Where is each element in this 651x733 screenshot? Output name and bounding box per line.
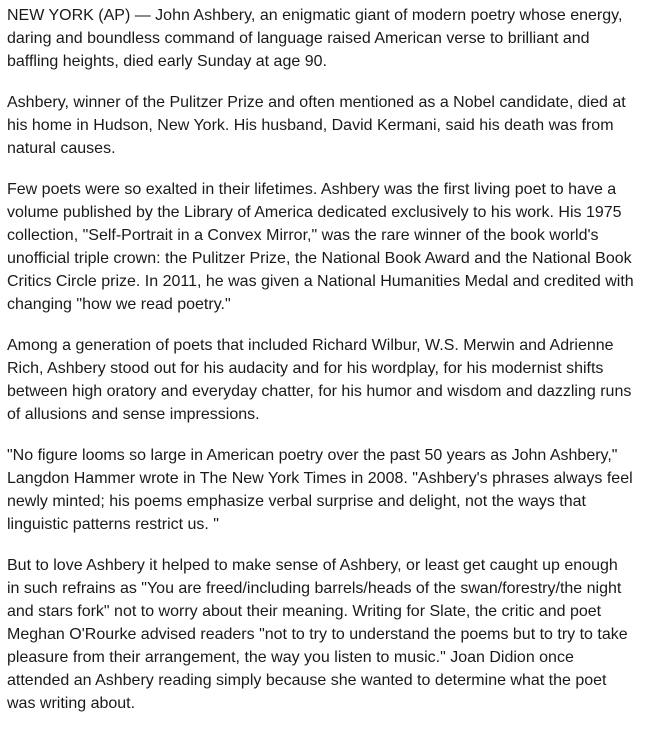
article-paragraph: Few poets were so exalted in their lifetimes. Ashbery was the first living poet to have a volume published by the Library of America dedicated exclusively to his work. His 1975 collection, "Self-Portrait in a Convex Mirror," was the rare winner of the book world's unofficial triple crown: the Pulitzer Prize, the National Book Award and the National Book Critics Circle prize. In 2011, he was given a National Humanities Medal and credited with changing "how we read poetry." bbox=[7, 181, 634, 313]
article-paragraph: Ashbery, winner of the Pulitzer Prize and often mentioned as a Nobel candidate, died at his home in Hudson, New York. His husband, David Kermani, said his death was from natural causes. bbox=[7, 94, 626, 157]
article-paragraph: NEW YORK (AP) — John Ashbery, an enigmatic giant of modern poetry whose energy, daring and boundless command of language raised American verse to brilliant and baffling heights, died early Sunday at age 90. bbox=[7, 7, 623, 70]
article-paragraph: Among a generation of poets that included Richard Wilbur, W.S. Merwin and Adrienne Rich, Ashbery stood out for his audacity and for his wordplay, for his modernist shifts between high oratory and everyday chatter, for his humor and wisdom and dazzling runs of allusions and sense impressions. bbox=[7, 337, 632, 423]
article-paragraph: "No figure looms so large in American poetry over the past 50 years as John Ashbery," Langdon Hammer wrote in The New York Times in 2008. "Ashbery's phrases always feel newly minted; his poems emphasize verbal surprise and delight, not the ways that linguistic patterns restrict us. " bbox=[7, 447, 633, 533]
article-body bbox=[7, 0, 647, 733]
article-paragraph: But to love Ashbery it helped to make sense of Ashbery, or least get caught up enough in such refrains as "You are freed/including barrels/heads of the swan/forestry/the night and stars fork" not to worry about their meaning. Writing for Slate, the critic and poet Meghan O'Rourke advised readers "not to try to understand the poems but to try to take pleasure from their arrangement, the way you listen to music." Joan Didion once attended an Ashbery reading simply because she wanted to determine what the poet was writing about. bbox=[7, 557, 628, 712]
